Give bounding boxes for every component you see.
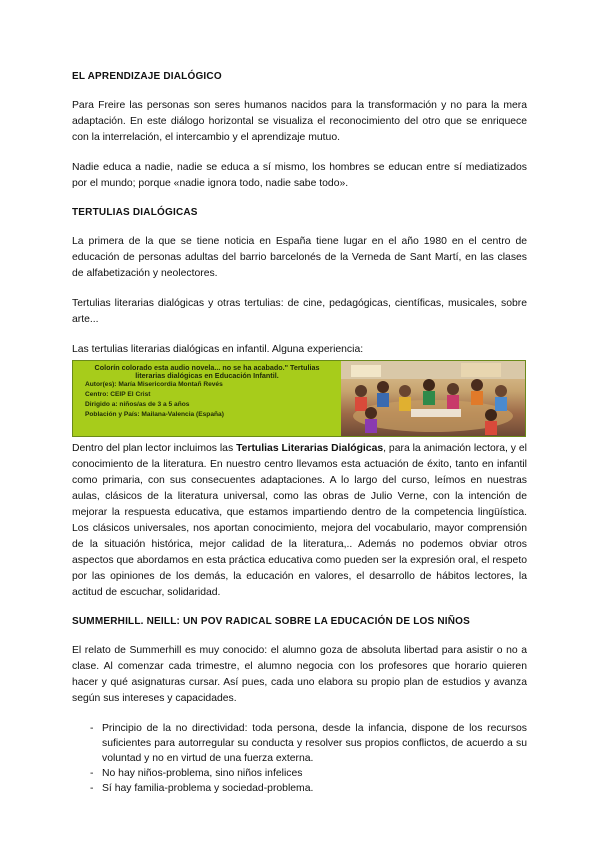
heading-tertulias-dialogicas: TERTULIAS DIALÓGICAS (72, 207, 198, 218)
paragraph-infantil-experiencia: Las tertulias literarias dialógicas en infantil. Alguna experiencia: (72, 344, 364, 355)
paragraph-primera-tertulia: La primera de la que se tiene noticia en España tiene lugar en el año 1980 en el centro de educación de personas adultas del barrio barcelonés de la Verneda de Sant Martí, en las clases de alfabetización y neolectores. (72, 236, 527, 279)
document-page (72, 70, 527, 796)
banner-author: Autor(es): María Misericordia Montañ Revés (85, 381, 223, 388)
paragraph-freire: Para Freire las personas son seres humanos nacidos para la transformación y no para la mera adaptación. En este diálogo horizontal se visualiza el reconocimiento del otro que se enriquece con la interrelación, el intercambio y el aprendizaje mutuo. (72, 100, 527, 143)
classroom-photo (341, 361, 525, 436)
heading-aprendizaje-dialogico: EL APRENDIZAJE DIALÓGICO (72, 71, 222, 82)
tertulias-banner-image (72, 360, 526, 437)
list-item: - No hay niños-problema, sino niños infelices (72, 766, 527, 781)
plan-lector-bold-term: Tertulias Literarias Dialógicas (236, 443, 384, 454)
list-item: - Principio de la no directividad: toda persona, desde la infancia, dispone de los recursos suficientes para autorregular su conducta y resolver sus propios conflictos, de acuerdo a su voluntad y no en virtud de una fuerza externa. (72, 721, 527, 766)
paragraph-otras-tertulias: Tertulias literarias dialógicas y otras tertulias: de cine, pedagógicas, científicas, musicales, sobre arte... (72, 298, 527, 325)
list-item: - Sí hay familia-problema y sociedad-problema. (72, 781, 527, 796)
plan-lector-text-end: , para la animación lectora, y el conocimiento de la literatura. En nuestro centro llevamos esta actuación de éxito, tanto en infantil como primaria, con sus consecuentes adaptaciones. A lo largo del curso, leímos en nuestras aulas, clásicos de la literatura universal, como las obras de Julio Verne, con la intención de mejorar la respuesta educativa, que estamos impartiendo dentro de la competencia lingüística. Los clásicos universales, nos aportan conocimiento, mejora del vocabulario, mayor comprensión de la situación histórica, mejor calidad de la literatura,.. Además no podemos obviar otros aspectos que abordamos en esta práctica educativa como pueden ser la expresión oral, el respeto por las opiniones de los demás, la educación en valores, el desarrollo de hábitos lectores, la actitud de escuchar, solidaridad. (72, 443, 527, 598)
heading-summerhill: SUMMERHILL. NEILL: UN POV RADICAL SOBRE LA EDUCACIÓN DE LOS NIÑOS (72, 616, 471, 627)
paragraph-plan-lector (72, 441, 527, 601)
plan-lector-text-start: Dentro del plan lector incluimos las (72, 443, 237, 454)
banner-target: Dirigido a: niños/as de 3 a 5 años (85, 401, 190, 408)
paragraph-summerhill: El relato de Summerhill es muy conocido: el alumno goza de absoluta libertad para asistir o no a clase. Al comenzar cada trimestre, el alumno negocia con los profesores que horario quieren hacer y qué asignaturas cursar. Así pues, cada uno elabora su propio plan de estudios y avanza según sus intereses y capacidades. (72, 645, 527, 704)
banner-location: Población y País: Mailana-Valencia (España) (85, 411, 224, 418)
banner-title: Colorín colorado esta audio novela... no se ha acabado." Tertulias literarias dialógicas en Educación Infantil. (94, 363, 320, 380)
banner-center: Centro: CEIP El Crist (85, 391, 151, 398)
paragraph-nadie-educa: Nadie educa a nadie, nadie se educa a sí mismo, los hombres se educan entre sí mediatizados por el mundo; porque «nadie ignora todo, nadie sabe todo». (72, 162, 527, 189)
banner-text-panel (73, 361, 341, 436)
summerhill-principles-list (72, 721, 527, 796)
classroom-photo-illustration (341, 361, 525, 436)
